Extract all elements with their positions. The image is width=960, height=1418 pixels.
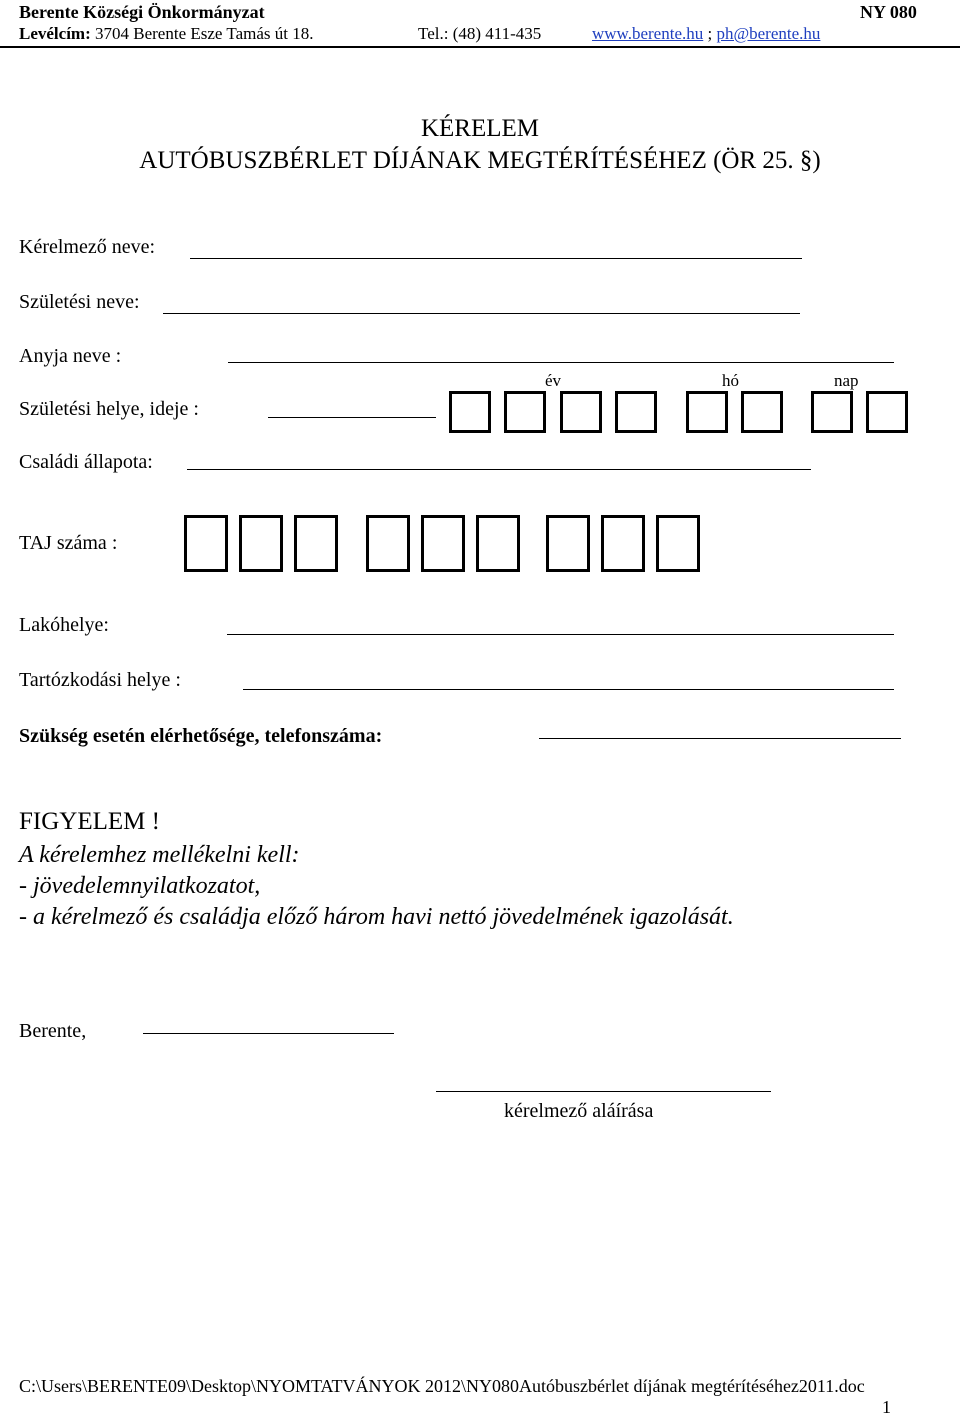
taj-number-label: TAJ száma : [19, 532, 118, 554]
birth-month-digit-1[interactable] [686, 391, 728, 433]
birth-year-digit-1[interactable] [449, 391, 491, 433]
taj-digit-6[interactable] [476, 515, 520, 572]
stay-place-field[interactable] [243, 689, 894, 690]
form-subtitle: AUTÓBUSZBÉRLET DÍJÁNAK MEGTÉRÍTÉSÉHEZ (ÖR 25. §) [139, 147, 821, 174]
signature-place-label: Berente, [19, 1020, 87, 1042]
applicant-name-label: Kérelmező neve: [19, 236, 156, 258]
signature-date-field[interactable] [143, 1033, 394, 1034]
residence-field[interactable] [227, 634, 894, 635]
email-link[interactable]: ph@berente.hu [716, 24, 821, 43]
taj-digit-3[interactable] [294, 515, 338, 572]
contact-phone-field[interactable] [539, 738, 901, 739]
marital-status-label: Családi állapota: [19, 451, 153, 473]
day-label: nap [834, 371, 859, 390]
birth-year-digit-4[interactable] [615, 391, 657, 433]
birth-year-digit-2[interactable] [504, 391, 546, 433]
form-title: KÉRELEM [420, 115, 540, 142]
address-value: 3704 Berente Esze Tamás út 18. [95, 24, 314, 43]
month-label: hó [722, 371, 739, 390]
address-line [19, 24, 314, 44]
mother-name-field[interactable] [228, 362, 894, 363]
birth-place-date-label: Születési helye, ideje : [19, 398, 199, 420]
birth-month-digit-2[interactable] [741, 391, 783, 433]
taj-digit-7[interactable] [546, 515, 590, 572]
marital-status-field[interactable] [187, 469, 811, 470]
signature-line[interactable] [436, 1091, 771, 1092]
taj-digit-8[interactable] [601, 515, 645, 572]
link-separator: ; [707, 24, 713, 43]
contact-phone-label: Szükség esetén elérhetősége, telefonszáma: [19, 725, 383, 747]
birth-day-digit-2[interactable] [866, 391, 908, 433]
birth-name-field[interactable] [163, 313, 800, 314]
notice-heading: FIGYELEM ! [19, 808, 160, 835]
org-name: Berente Községi Önkormányzat [19, 2, 265, 22]
form-code: NY 080 [860, 2, 917, 22]
birth-name-label: Születési neve: [19, 291, 140, 313]
taj-digit-1[interactable] [184, 515, 228, 572]
taj-digit-2[interactable] [239, 515, 283, 572]
birth-place-field[interactable] [268, 417, 436, 418]
contact-links [592, 24, 820, 44]
header-divider [0, 46, 960, 48]
stay-place-label: Tartózkodási helye : [19, 669, 181, 691]
signature-caption: kérelmező aláírása [504, 1100, 654, 1122]
taj-digit-5[interactable] [421, 515, 465, 572]
taj-digit-4[interactable] [366, 515, 410, 572]
residence-label: Lakóhelye: [19, 614, 109, 636]
applicant-name-field[interactable] [190, 258, 802, 259]
birth-year-digit-3[interactable] [560, 391, 602, 433]
notice-line-3: - a kérelmező és családja előző három havi nettó jövedelmének igazolását. [19, 904, 734, 930]
footer-file-path: C:\Users\BERENTE09\Desktop\NYOMTATVÁNYOK 2012\NY080Autóbuszbérlet díjának megtérítéséhez2011.doc [19, 1376, 865, 1396]
mother-name-label: Anyja neve : [19, 345, 122, 367]
notice-line-2: - jövedelemnyilatkozatot, [19, 873, 261, 899]
address-label: Levélcím: [19, 24, 91, 43]
year-label: év [545, 371, 562, 390]
page-number: 1 [882, 1397, 891, 1417]
website-link[interactable]: www.berente.hu [592, 24, 704, 43]
notice-line-1: A kérelemhez mellékelni kell: [19, 842, 300, 868]
birth-day-digit-1[interactable] [811, 391, 853, 433]
taj-digit-9[interactable] [656, 515, 700, 572]
phone-number: Tel.: (48) 411-435 [418, 24, 542, 43]
